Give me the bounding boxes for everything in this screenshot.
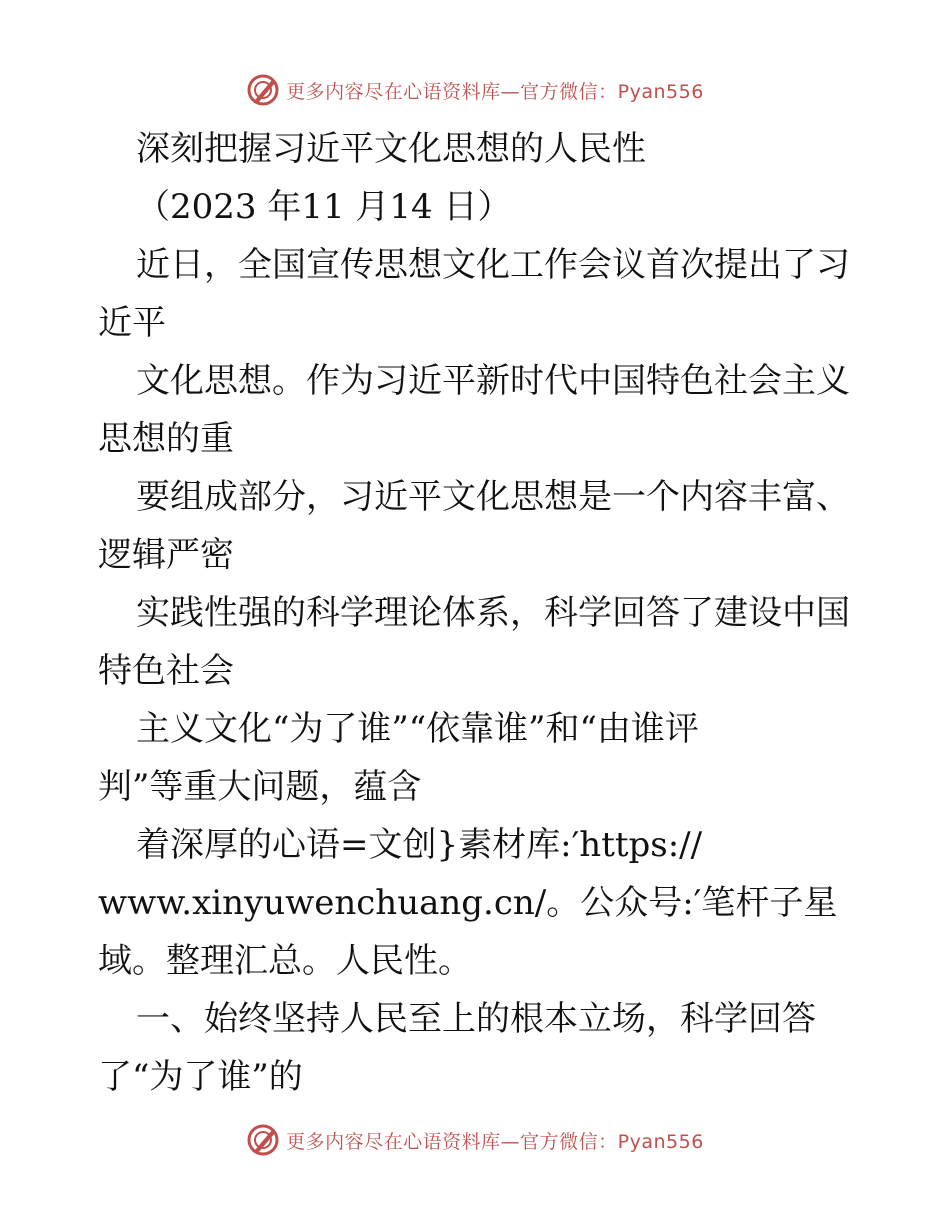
doc-line-url: www.xinyuwenchuang.cn/。公众号:′笔杆子星 <box>98 883 838 923</box>
doc-line: 了“为了谁”的 <box>98 1057 303 1097</box>
doc-title: 深刻把握习近平文化思想的人民性 <box>136 129 646 169</box>
doc-line: 近平 <box>98 303 166 343</box>
seal-pen-icon <box>246 1123 280 1157</box>
doc-line: 特色社会 <box>98 651 234 691</box>
doc-line: 主义文化“为了谁”“依靠谁”和“由谁评 <box>136 709 699 749</box>
document-body <box>98 120 858 1106</box>
doc-line: 逻辑严密 <box>98 535 234 575</box>
doc-line: 近日，全国宣传思想文化工作会议首次提出了习 <box>136 245 850 285</box>
doc-line: 域。整理汇总。人民性。 <box>98 941 472 981</box>
seal-pen-icon <box>246 73 280 107</box>
watermark-text: 更多内容尽在心语资料库—官方微信：Pyan556 <box>286 80 704 103</box>
doc-line: 着深厚的心语=文创}素材库:′https:// <box>136 825 703 865</box>
section-heading: 一、始终坚持人民至上的根本立场，科学回答 <box>136 999 816 1039</box>
doc-line: 实践性强的科学理论体系，科学回答了建设中国 <box>136 593 850 633</box>
doc-line: 文化思想。作为习近平新时代中国特色社会主义 <box>136 361 850 401</box>
header-watermark <box>0 72 950 108</box>
footer-watermark <box>0 1122 950 1158</box>
watermark-text: 更多内容尽在心语资料库—官方微信：Pyan556 <box>286 1130 704 1153</box>
doc-line: 思想的重 <box>98 419 234 459</box>
doc-line: 判”等重大问题，蕴含 <box>98 767 422 807</box>
doc-line: 要组成部分，习近平文化思想是一个内容丰富、 <box>136 477 850 517</box>
doc-date: （2023 年11 月14 日） <box>136 187 512 227</box>
